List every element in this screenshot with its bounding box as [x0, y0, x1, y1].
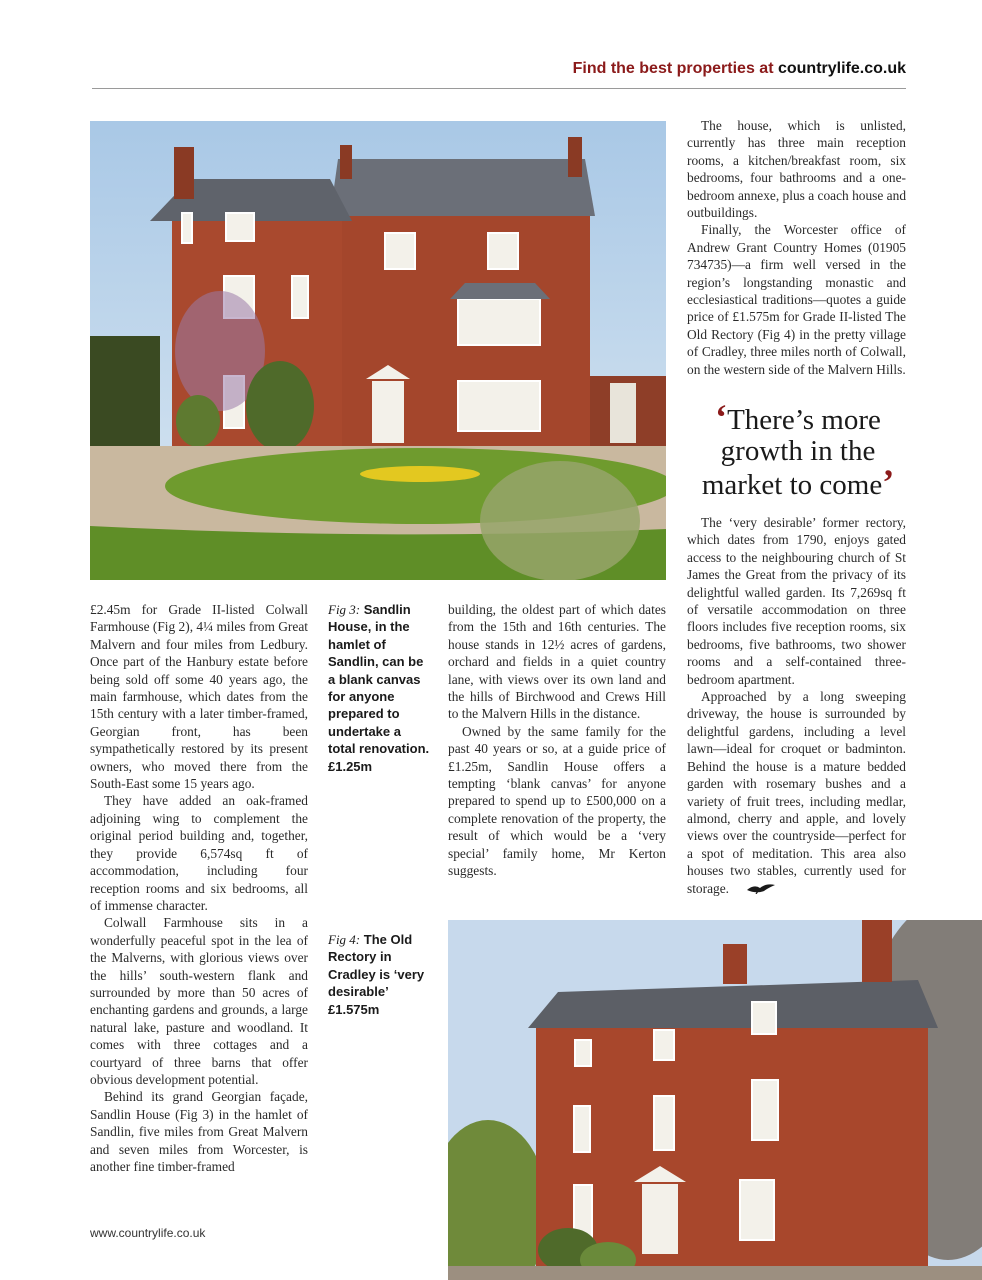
page-header — [573, 60, 906, 78]
paragraph: The house, which is unlisted, currently has three main reception rooms, a kitchen/breakfast room, six bedrooms, four bathrooms and a one-bedroom annexe, plus a coach house and outbuildings. — [687, 118, 907, 221]
paragraph: Finally, the Worcester office of Andrew Grant Country Homes (01905 734735)—a firm well versed in the region’s longstanding monastic and ecclesiastical traditions—quotes a guide price of £1.575m for Grade II-listed The Old Rectory (Fig 4) in the pretty village of Cradley, three miles north of Colwall, on the western side of the Malvern Hills. — [687, 222, 906, 377]
paragraph — [687, 688, 906, 898]
paragraph: The ‘very desirable’ former rectory, which dates from 1790, enjoys gated access to the neighbouring church of St James the Great from the privacy of its delightful walled garden. Its 7,269sq ft of versatile accommodation on three floors includes five reception rooms, six bedrooms, five bathrooms, two shower rooms and a self-contained three-bedroom apartment. — [687, 515, 906, 687]
header-site-link[interactable]: countrylife.co.uk — [777, 60, 906, 77]
caption-fig3-label: Fig 3: — [328, 602, 361, 617]
quote-close-mark: ’ — [882, 462, 895, 502]
photo-sandlin-house — [90, 121, 666, 580]
pull-quote — [692, 397, 904, 502]
paragraph: building, the oldest part of which dates from the 15th and 16th centuries. The house stands in 12½ acres of gardens, orchard and fields in a quiet country lane, with views over its own land and the hills of Birchwood and Crews Hill to the Malvern Hills in the distance. — [448, 602, 666, 722]
caption-fig4-text: The Old Rectory in Cradley is ‘very desirable’ £1.575m — [328, 932, 425, 1017]
caption-fig3 — [328, 601, 430, 775]
pull-quote-text: There’s more growth in the market to come — [701, 404, 883, 501]
quote-open-mark: ‘ — [715, 397, 728, 437]
caption-fig3-text: Sandlin House, in the hamlet of Sandlin, can be a blank canvas for anyone prepared to undertake a total renovation. £1.25m — [328, 602, 430, 774]
paragraph: Behind its grand Georgian façade, Sandlin House (Fig 3) in the hamlet of Sandlin, five miles from Great Malvern and seven miles from Worcester, is another fine timber-framed — [90, 1089, 308, 1174]
paragraph: Owned by the same family for the past 40 years or so, at a guide price of £1.25m, Sandlin House offers a tempting ‘blank canvas’ for anyone prepared to spend up to £500,000 on a complete renovation of the property, the result of which would be a ‘very special’ family home, Mr Kerton suggests. — [448, 723, 666, 879]
paragraph: Colwall Farmhouse sits in a wonderfully peaceful spot in the lea of the Malverns, with glorious views over the hills’ south-western flank and surrounded by more than 50 acres of enchanting gardens and grounds, a large natural lake, pasture and woodland. It comes with three cottages and a courtyard of three barns that offer obvious development potential. — [90, 915, 308, 1087]
header-rule — [92, 88, 906, 89]
paragraph: They have added an oak-framed adjoining wing to complement the original period building and, together, they provide 6,574sq ft of accommodation, including four reception rooms and six bedrooms, all of immense character. — [90, 793, 308, 913]
header-tagline: Find the best properties at — [572, 60, 778, 77]
pheasant-icon — [732, 881, 776, 898]
caption-fig4 — [328, 931, 430, 1018]
paragraph-text: Approached by a long sweeping driveway, the house is surrounded by delightful gardens, including a level lawn—ideal for croquet or badminton. Behind the house is a mature bedded garden with rosemary bushes and a variety of fruit trees, including medlar, almond, cherry and apple, and lovely views over the countryside—perfect for a spot of meditation. This area also houses two stables, currently used for storage. — [687, 689, 906, 896]
photo-old-rectory — [448, 920, 982, 1280]
footer-url[interactable]: www.countrylife.co.uk — [90, 1226, 206, 1240]
paragraph: £2.45m for Grade II-listed Colwall Farmhouse (Fig 2), 4¼ miles from Great Malvern and four miles from Ledbury. Once part of the Hanbury estate before being sold off some 40 years ago, the main farmhouse, which dates from the 15th century with a later timber-framed, Georgian front, has been sympathetically restored by its present owners, who moved there from the South-East some 15 years ago. — [90, 602, 308, 792]
caption-fig4-label: Fig 4: — [328, 932, 361, 947]
article-column-4-bottom — [687, 514, 906, 898]
article-column-3 — [448, 601, 666, 880]
article-column-1 — [90, 601, 308, 1175]
article-column-4-top — [687, 117, 906, 378]
